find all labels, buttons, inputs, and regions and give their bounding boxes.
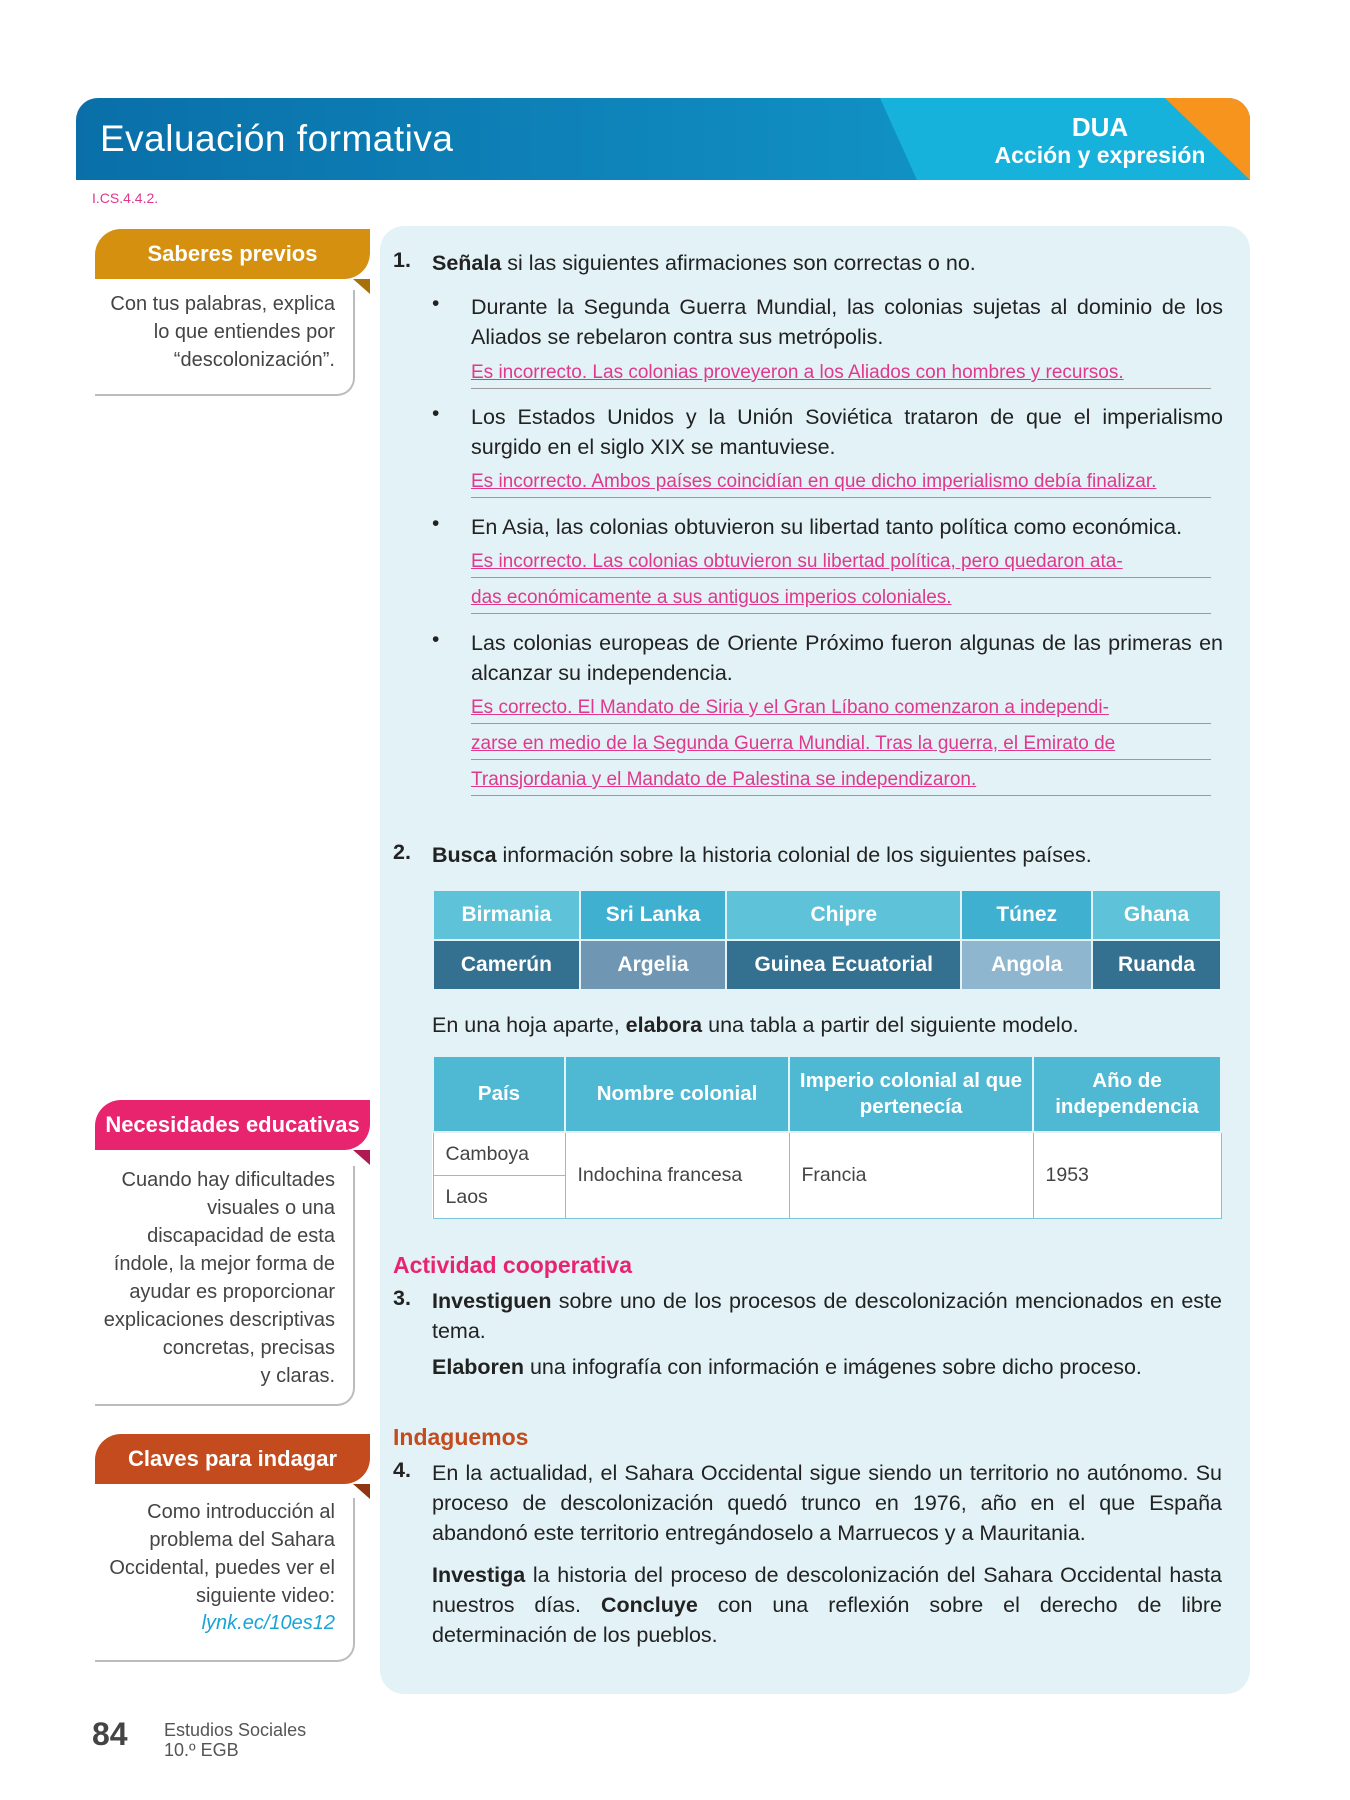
q2-instruction-pre: En una hoja aparte, [432, 1013, 626, 1037]
q1-verb: Señala [432, 251, 502, 275]
bullet-icon: • [432, 512, 440, 535]
q4-number: 4. [393, 1458, 411, 1482]
subject-name: Estudios Sociales [164, 1720, 307, 1740]
bullet-icon: • [432, 292, 440, 315]
saberes-fold [353, 279, 370, 294]
country-cell: Guinea Ecuatorial [726, 940, 961, 990]
q2-verb: Busca [432, 843, 497, 867]
table-row [433, 1132, 1221, 1176]
claves-line-4: siguiente video: [196, 1585, 335, 1607]
necesidades-line-2: visuales o una [207, 1197, 335, 1219]
country-cell: Sri Lanka [580, 890, 726, 940]
header-nombre-colonial: Nombre colonial [565, 1056, 789, 1132]
country-cell: Angola [961, 940, 1092, 990]
country-laos: Laos [433, 1176, 565, 1219]
country-cell: Argelia [580, 940, 726, 990]
indicator-code: I.CS.4.4.2. [92, 190, 159, 206]
q1-rest: si las siguientes afirmaciones son correctas o no. [501, 251, 976, 275]
necesidades-line-4: índole, la mejor forma de [113, 1253, 335, 1275]
q3-rest: sobre uno de los procesos de descolonización mencionados en este tema. [432, 1289, 1222, 1343]
country-cell: Ruanda [1092, 940, 1221, 990]
claves-line-1: Como introducción al [147, 1501, 335, 1523]
page-title: Evaluación formativa [100, 118, 454, 159]
q2-instruction-verb: elabora [625, 1013, 703, 1037]
q2-instruction [432, 1010, 1222, 1040]
q2-rest: información sobre la historia colonial de los siguientes países. [496, 843, 1092, 867]
q3-prompt [432, 1286, 1222, 1346]
claves-line-3: Occidental, puedes ver el [109, 1557, 335, 1579]
empire: Francia [789, 1132, 1033, 1219]
q1-statement-4: Las colonias europeas de Oriente Próximo fueron algunas de las primeras en alcanzar su independencia. [471, 631, 1223, 685]
q1-answer-2: Es incorrecto. Ambos países coincidían en que dicho imperialismo debía finalizar. [471, 467, 1211, 498]
q3-verb-2: Elaboren [432, 1355, 524, 1379]
claves-fold [353, 1484, 370, 1499]
q3-number: 3. [393, 1286, 411, 1310]
saberes-line-1: Con tus palabras, explica [110, 293, 335, 315]
q1-answer-3-line-1: Es incorrecto. Las colonias obtuvieron su libertad política, pero quedaron ata- [471, 547, 1211, 578]
necesidades-fold [353, 1150, 370, 1165]
q2-prompt [432, 840, 1222, 870]
countries-row-1 [433, 890, 1221, 940]
dua-subtitle: Acción y expresión [994, 142, 1206, 168]
country-camboya: Camboya [433, 1132, 565, 1176]
header-ano-independencia: Año de independencia [1033, 1056, 1221, 1132]
q4-rest: la historia del proceso de descolonización del Sahara Occidental hasta nuestros días. [432, 1563, 1222, 1617]
colonial-name: Indochina francesa [565, 1132, 789, 1219]
q1-prompt [432, 248, 1222, 278]
country-cell: Chipre [726, 890, 961, 940]
saberes-previos-box [95, 290, 355, 396]
actividad-cooperativa-heading: Actividad cooperativa [393, 1252, 633, 1278]
dua-title: DUA [1071, 112, 1129, 142]
q1-answer-4-line-2: zarse en medio de la Segunda Guerra Mundial. Tras la guerra, el Emirato de [471, 729, 1211, 760]
necesidades-educativas-tab: Necesidades educativas [95, 1100, 370, 1150]
saberes-previos-tab: Saberes previos [95, 229, 370, 279]
q4-verb-2: Concluye [601, 1593, 698, 1617]
q1-answer-4-line-1: Es correcto. El Mandato de Siria y el Gran Líbano comenzaron a independi- [471, 693, 1211, 724]
saberes-line-3: “descolonización”. [173, 349, 335, 371]
necesidades-educativas-box [95, 1166, 355, 1406]
country-cell: Birmania [433, 890, 580, 940]
header-imperio: Imperio colonial al que pertenecía [789, 1056, 1033, 1132]
necesidades-line-1: Cuando hay dificultades [121, 1169, 335, 1191]
q1-statement-2: Los Estados Unidos y la Unión Soviética trataron de que el imperialismo surgido en el siglo XIX se mantuviese. [471, 405, 1223, 459]
model-header-row [433, 1056, 1221, 1132]
countries-table [432, 889, 1222, 991]
page-number: 84 [92, 1716, 128, 1752]
q4-context: En la actualidad, el Sahara Occidental sigue siendo un territorio no autónomo. Su proceso de descolonización quedó trunco en 1976, año en el que España abandonó este territorio entregándoselo a Marruecos y a Mauritania. [432, 1461, 1222, 1545]
claves-line-2: problema del Sahara [149, 1529, 335, 1551]
footer-subject [164, 1720, 306, 1760]
video-link[interactable]: lynk.ec/10es12 [201, 1612, 335, 1634]
country-cell: Túnez [961, 890, 1092, 940]
grade-level: 10.º EGB [164, 1740, 239, 1760]
bullet-icon: • [432, 402, 440, 425]
q2-instruction-post: una tabla a partir del siguiente modelo. [702, 1013, 1079, 1037]
bullet-icon: • [432, 628, 440, 651]
necesidades-line-8: y claras. [260, 1365, 335, 1387]
indaguemos-heading: Indaguemos [393, 1424, 529, 1450]
q3-verb: Investiguen [432, 1289, 552, 1313]
country-cell: Ghana [1092, 890, 1221, 940]
q1-number: 1. [393, 248, 411, 272]
header-pais: País [433, 1056, 565, 1132]
necesidades-line-3: discapacidad de esta [147, 1225, 335, 1247]
countries-row-2 [433, 940, 1221, 990]
q1-answer-4-line-3: Transjordania y el Mandato de Palestina se independizaron. [471, 765, 1211, 796]
necesidades-line-6: explicaciones descriptivas [103, 1309, 335, 1331]
country-cell: Camerún [433, 940, 580, 990]
model-table [432, 1055, 1222, 1219]
necesidades-line-7: concretas, precisas [162, 1337, 335, 1359]
q1-statement-3: En Asia, las colonias obtuvieron su libertad tanto política como económica. [471, 515, 1183, 539]
necesidades-line-5: ayudar es proporcionar [129, 1281, 335, 1303]
q4-prompt [432, 1560, 1222, 1650]
q1-answer-1: Es incorrecto. Las colonias proveyeron a los Aliados con hombres y recursos. [471, 358, 1211, 389]
claves-para-indagar-box [95, 1498, 355, 1662]
q1-statement-1: Durante la Segunda Guerra Mundial, las colonias sujetas al dominio de los Aliados se rebelaron contra sus metrópolis. [471, 295, 1223, 349]
q4-rest-2: con una reflexión sobre el derecho de libre determinación de los pueblos. [432, 1593, 1222, 1647]
q4-verb: Investiga [432, 1563, 526, 1587]
q2-number: 2. [393, 840, 411, 864]
q3-prompt-2 [432, 1352, 1222, 1382]
claves-para-indagar-tab: Claves para indagar [95, 1434, 370, 1484]
saberes-line-2: lo que entiendes por [153, 321, 335, 343]
independence-year: 1953 [1033, 1132, 1221, 1219]
q1-answer-3-line-2: das económicamente a sus antiguos imperios coloniales. [471, 583, 1211, 614]
q3-rest-2: una infografía con información e imágenes sobre dicho proceso. [524, 1355, 1142, 1379]
